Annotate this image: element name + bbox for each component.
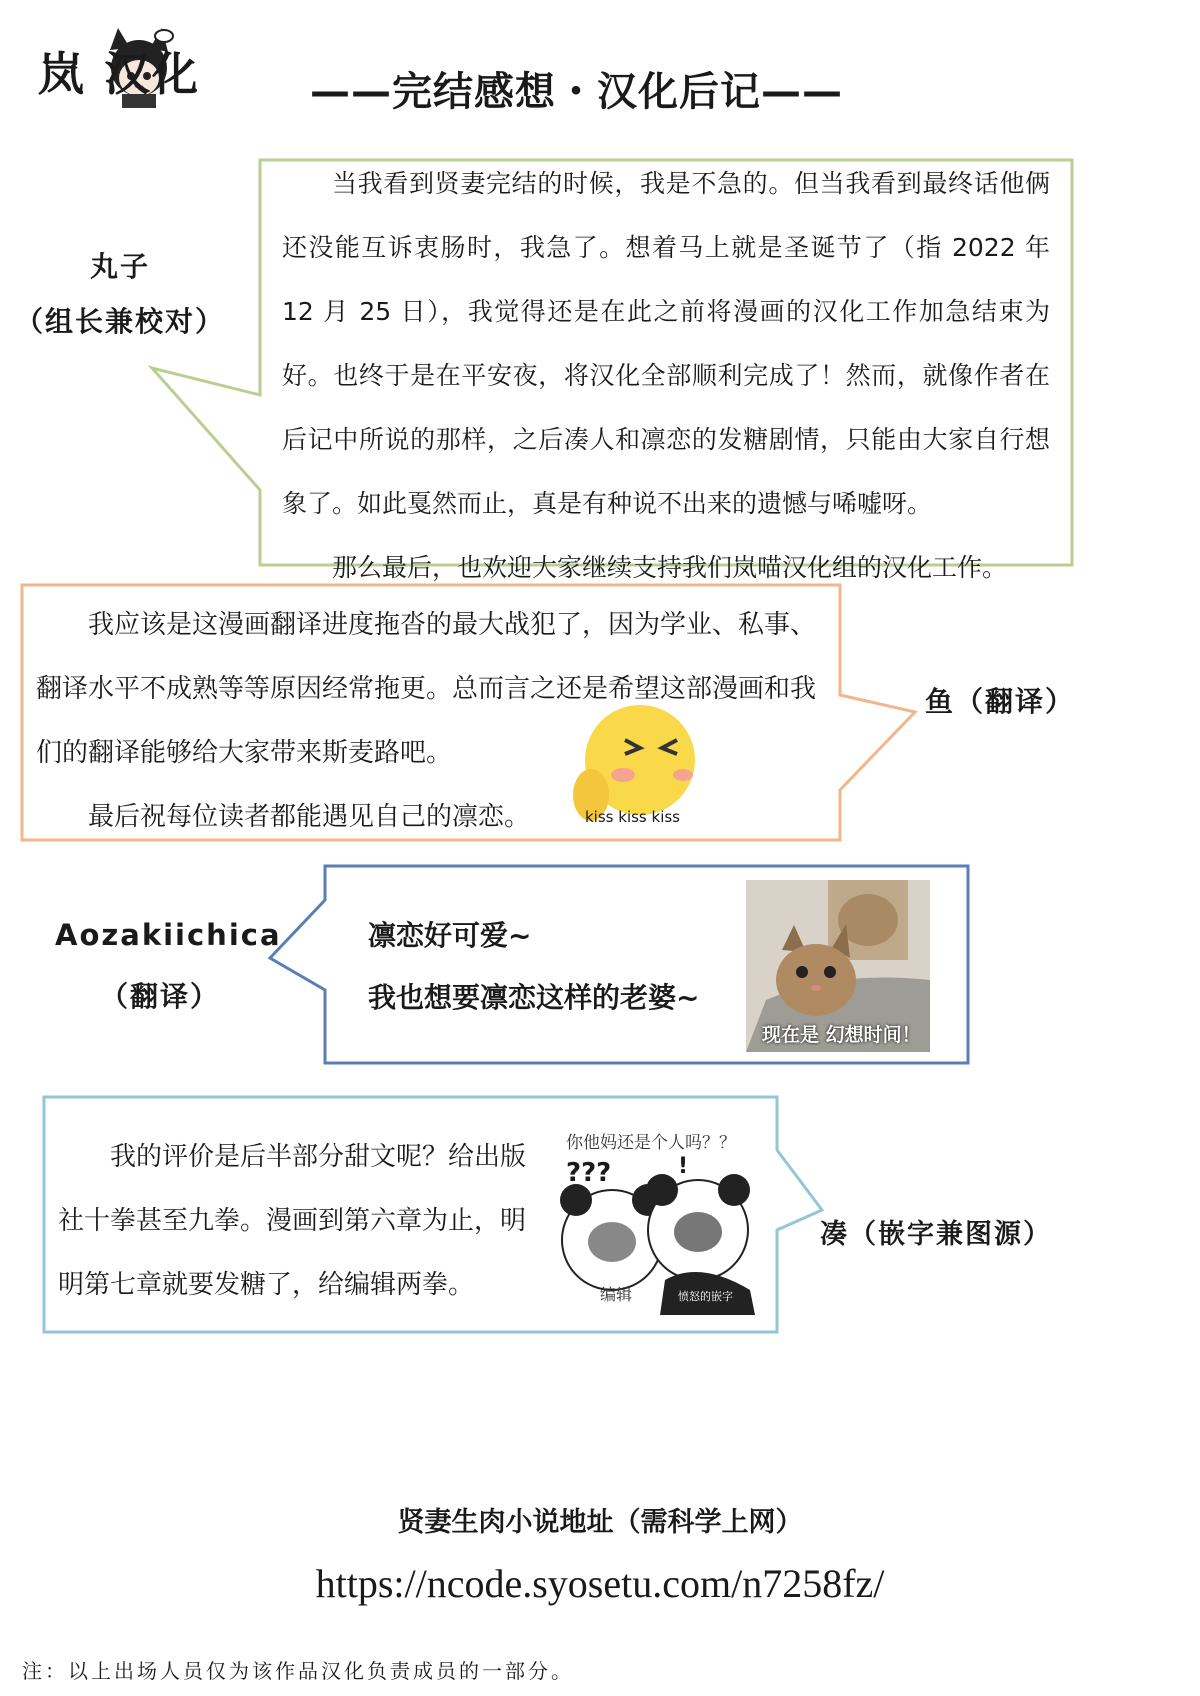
speaker-name: 丸子 — [89, 250, 150, 283]
speaker-label — [820, 1212, 1120, 1251]
speaker-role: （翻译） — [99, 980, 220, 1013]
sticker-caption: 现在是 幻想时间！ — [762, 1024, 921, 1046]
speaker-name: 鱼 — [925, 685, 956, 718]
speaker-role: （组长兼校对） — [14, 305, 225, 338]
speaker-role: （嵌字兼图源） — [849, 1219, 1052, 1250]
speaker-label — [925, 680, 1185, 720]
panda-meme-sticker — [550, 1120, 770, 1320]
sticker-caption: kiss kiss kiss — [585, 808, 680, 826]
comment-paragraph: 我应该是这漫画翻译进度拖沓的最大战犯了，因为学业、私事、翻译水平不成熟等等原因经常拖更。总而言之还是希望这部漫画和我们的翻译能够给大家带来斯麦路吧。 — [36, 610, 817, 768]
comment-body — [282, 152, 1050, 600]
comment-paragraph: 凛恋好可爱~ — [368, 919, 532, 952]
speaker-role: （翻译） — [955, 685, 1076, 718]
kiss-emoji-sticker — [565, 700, 705, 830]
comment-paragraph: 那么最后，也欢迎大家继续支持我们岚喵汉化组的汉化工作。 — [332, 553, 1008, 582]
sticker-label: 编辑 — [600, 1285, 633, 1304]
speaker-name: 凑 — [820, 1219, 849, 1250]
panda-face-icon — [550, 1120, 770, 1320]
sticker-top-text: 你他妈还是个人吗？？ — [566, 1133, 736, 1153]
sticker-question-marks: ??? — [566, 1158, 612, 1188]
page-title: ——完结感想・汉化后记—— — [310, 69, 843, 115]
sticker-shirt-text: 愤怒的嵌字 — [678, 1290, 733, 1303]
comment-paragraph: 我的评价是后半部分甜文呢？给出版社十拳甚至九拳。漫画到第六章为止，明明第七章就要发糖了，给编辑两拳。 — [58, 1142, 527, 1300]
comment-paragraph: 我也想要凛恋这样的老婆~ — [368, 981, 700, 1014]
comment-body — [58, 1125, 538, 1317]
comment-body — [368, 905, 738, 1029]
speaker-name: Aozakiichica — [55, 918, 282, 952]
footnote: 注：以上出场人员仅为该作品汉化负责成员的一部分。 — [22, 1659, 574, 1683]
novel-link-caption: 贤妻生肉小说地址（需科学上网） — [397, 1507, 803, 1538]
comment-paragraph: 最后祝每位读者都能遇见自己的凛恋。 — [88, 802, 531, 832]
novel-url: https://ncode.syosetu.com/n7258fz/ — [315, 1561, 885, 1606]
comment-paragraph: 当我看到贤妻完结的时候，我是不急的。但当我看到最终话他俩还没能互诉衷肠时，我急了。想着马上就是圣诞节了（指 2022 年 12 月 25 日），我觉得还是在此之前将漫画的汉化工作加急结束为好。也终于是在平安夜，将汉化全部顺利完成了！然而，就像作者在后记中所说的那样，之后凑人和凛恋的发糖剧情，只能由大家自行想象了。如此戛然而止，真是有种说不出来的遗憾与唏嘘呀。 — [282, 169, 1050, 518]
logo-text: 岚 汉化 — [38, 47, 201, 101]
cat-daydream-sticker — [746, 880, 930, 1052]
sticker-exclaim: ! — [678, 1154, 689, 1179]
